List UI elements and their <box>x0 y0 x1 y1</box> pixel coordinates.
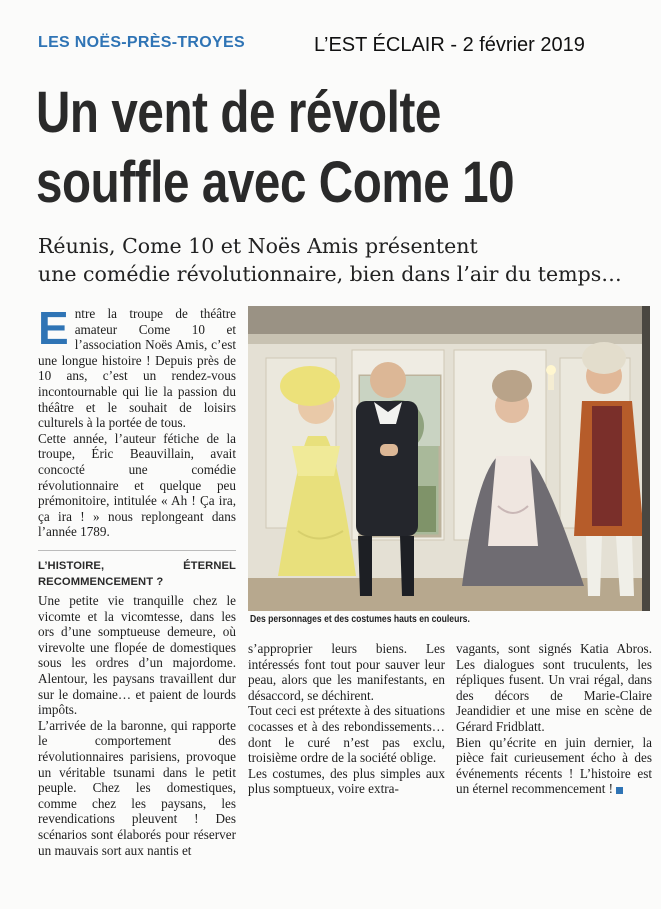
drop-cap: E <box>38 302 69 354</box>
article-column-2 <box>248 641 445 797</box>
paragraph-1-text: ntre la troupe de théâtre amateur Come 10 et l’association Noës Amis, c’est une longue histoire ! Depuis près de 10 ans, c’est un rendez-vous incontournable qui lie la passion du théâtre et le souhait de loisirs culturels à la portée de tous. <box>38 306 236 431</box>
paragraph-9-text: Bien qu’écrite en juin dernier, la pièce fait curieusement écho à des événements récents ! L’histoire est un éternel recommencement ! <box>456 734 652 797</box>
stage-photo-illustration <box>248 306 650 611</box>
section-kicker: LES NOËS-PRÈS-TROYES <box>38 34 245 51</box>
headline-line-2: souffle avec Come 10 <box>36 150 515 215</box>
stage-photo <box>248 306 650 611</box>
headline <box>36 78 528 218</box>
paragraph-9 <box>456 735 652 797</box>
subheadline-line-1: Réunis, Come 10 et Noës Amis présentent <box>38 234 478 258</box>
paragraph-6: Tout ceci est prétexte à des situations cocasses et à des rebondissements… dont le curé n’est pas exclu, troisième ordre de la société oblige. <box>248 703 445 766</box>
article-column-3 <box>456 641 652 797</box>
article-column-1 <box>38 302 236 858</box>
paragraph-3: Une petite vie tranquille chez le vicomte et la vicomtesse, dans les ors d’une somptueuse demeure, où virevolte une flopée de domestiques sous les ordres d’un majordome. Alentour, les paysans travaillent dur sur le domaine… et paient de lourds impôts. <box>38 593 236 718</box>
headline-line-1: Un vent de révolte <box>36 80 441 145</box>
subheadline <box>38 232 648 288</box>
paragraph-5: s’approprier leurs biens. Les intéressés font tout pour sauver leur peau, alors que les manifestants, en désaccord, se déchirent. <box>248 641 445 703</box>
paragraph-4: L’arrivée de la baronne, qui rapporte le comportement des révolutionnaires parisiens, provoque un véritable tsunami dans le petit peuple. Chez les domestiques, comme chez les paysans, les revendications pleuvent ! Des scénarios sont élaborés pour réserver un mauvais sort aux nantis et <box>38 717 236 858</box>
section-heading: L’HISTOIRE, ÉTERNEL RECOMMENCEMENT ? <box>38 550 236 590</box>
subheadline-line-2: une comédie révolutionnaire, bien dans l’air du temps… <box>38 262 622 286</box>
photo-caption: Des personnages et des costumes hauts en couleurs. <box>250 614 470 625</box>
paragraph-8: vagants, sont signés Katia Abros. Les dialogues sont truculents, les répliques fusent. Un vrai régal, dans des décors de Marie-Claire Jeandidier et une mise en scène de Gérard Fridblatt. <box>456 641 652 734</box>
paragraph-intro <box>38 302 236 431</box>
end-of-article-icon <box>616 787 623 794</box>
source-line: L’EST ÉCLAIR - 2 février 2019 <box>314 34 585 56</box>
paragraph-7: Les costumes, des plus simples aux plus somptueux, voire extra- <box>248 765 445 797</box>
paragraph-2: Cette année, l’auteur fétiche de la troupe, Éric Beauvillain, avait concocté une comédie révolutionnaire et quelque peu prémonitoire, intitulée « Ah ! Ça ira, ça ira ! » nous replongeant dans l’année 1789. <box>38 430 236 540</box>
